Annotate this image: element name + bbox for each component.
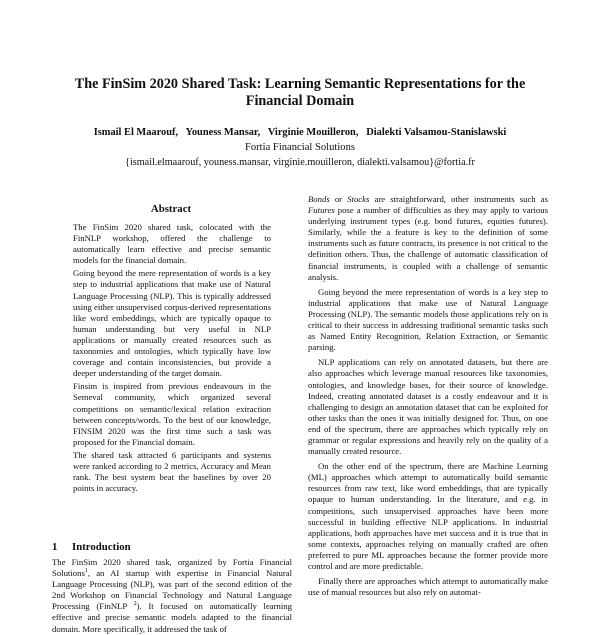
abstract-paragraph: Going beyond the mere representation of words is a key step to industrial applications that make use of Natural Language Processing (NLP). This is typically addressed using either unsupervised corpus-derived representations like word embeddings, which are typically opaque to human understanding but very useful in NLP applications or manually created resources such as taxonomies and ontologies, which typically have low coverage and contain inconsistencies, but provide a deeper understanding of the target domain. [73,268,271,379]
author-name: Ismail El Maarouf [93,127,176,138]
text-run: ). It focused on automatically learning effective and precise semantic models adapted to the financial domain. More specifically, it addressed the task of [52,601,292,634]
author-name: Youness Mansar [185,127,258,138]
text-run: pose a number of difficulties as they may apply to various underlying instrument types (e.g. bond futures, equities futures). Similarly, while the a feature is key to the definition of some instruments such as future contracts, its presence is not critical to the definition others. Thus, the challenge of automatic classification of financial instruments, is coupled with a challenge of semantic analysis. [308,205,548,282]
paper-title: The FinSim 2020 Shared Task: Learning Semantic Representations for the Financial Domain [74,76,526,109]
body-paragraph [308,194,548,283]
affiliation: Fortia Financial Solutions [244,142,356,153]
body-paragraph: On the other end of the spectrum, there are Machine Learning (ML) approaches which attempt to automatically build semantic resources from raw text, like word embeddings, that are typically opaque to human understanding. In the literature, and e.g. in competitions, such unsupervised approaches have been more successful in building effective NLP applications. In industrial applications, both approaches have met success and it is true that in some contexts, approaches relying on manually crafted are often preferred to pure ML approaches because the former provide more control and are more predictable. [308,461,548,571]
author-separator: , [355,127,359,138]
abstract-paragraph: The shared task attracted 6 participants and systems were ranked according to 2 metrics, Accuracy and Mean rank. The best system beat the baselines by over 20 points in accuracy. [73,449,271,494]
author-separator: , [175,127,179,138]
body-paragraph: Finally there are approaches which attempt to automatically make use of manual resources but also rely on automat- [308,576,548,598]
section-number: 1 [52,541,58,553]
author-separator: , [257,127,261,138]
abstract-heading: Abstract [150,203,192,215]
section-title: Introduction [72,541,131,553]
body-paragraph: Going beyond the mere representation of words is a key step to industrial applications that make use of Natural Language Processing (NLP). The semantic models those applications rely on is critical to their success in addressing traditional semantic tasks such as Named Entity Recognition, Relation Extraction, or Semantic parsing. [308,286,548,353]
term-bonds: Bonds [308,194,330,204]
author-list [40,126,560,139]
footnote-marker: 1 [84,568,88,575]
section-heading-introduction [52,541,292,553]
abstract-paragraph: The FinSim 2020 shared task, colocated with the FinNLP workshop, offered the challenge to automatically learn effective and precise semantic models for the financial domain. [73,222,271,266]
term-stocks: Stocks [347,194,370,204]
right-column [308,194,548,602]
abstract-paragraph: Finsim is inspired from previous endeavours in the Semeval community, which organized several competitions on semantic/lexical relation extraction between concepts/words. To the best of our knowledge, FINSIM 2020 was the first time such a task was proposed for the Financial domain. [73,381,271,447]
abstract-body [73,222,271,496]
introduction-paragraph [52,557,292,635]
term-futures: Futures [308,205,335,216]
text-run: are straightforward, other instruments such as [369,194,548,204]
author-name: Dialekti Valsamou-Stanislawski [366,127,507,138]
text-run: or [329,194,348,204]
text-run: , an AI startup with expertise in Financial Natural Language Processing (NLP), was part of the second edition of the 2nd Workshop on Financial Technology and Natural Language Processing (FinNLP [52,568,292,612]
author-name: Virginie Mouilleron [267,127,356,138]
author-emails: {ismail.elmaarouf, youness.mansar, virginie.mouilleron, dialekti.valsamou}@fortia.fr [125,157,475,168]
text-run: The FinSim 2020 shared task, organized by Fortia Financial Solutions [52,557,292,579]
body-paragraph: NLP applications can rely on annotated datasets, but there are also approaches which leverage manual resources like taxonomies, ontologies, and knowledge bases, for their source of knowledge. Indeed, creating annotated dataset is a costly endeavour and it is challenging to design an annotation dataset that can be exploited for other tasks than the ones it was initially designed for. Thus, on one end of the spectrum, there are approaches which typically rely on grammar or regular expressions and heavily rely on the quality of a manually created resource. [308,357,548,457]
footnote-marker: 2 [133,601,137,608]
introduction-body [52,557,292,635]
